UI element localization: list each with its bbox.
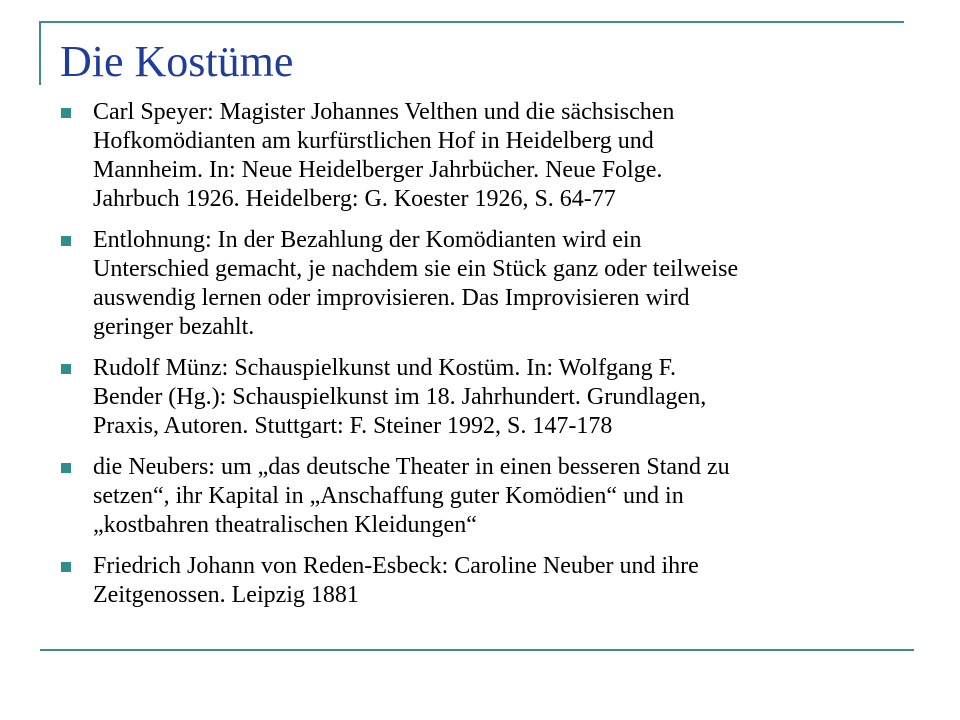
bullet-list <box>60 98 920 622</box>
square-bullet-icon <box>61 108 71 118</box>
bullet-text: Carl Speyer: Magister Johannes Velthen und die sächsischen Hofkomödianten am kurfürstlichen Hof in Heidelberg und Mannheim. In: Neue Heidelberger Jahrbücher. Neue Folge. Jahrbuch 1926. Heidelberg: G. Koester 1926, S. 64-77 <box>93 99 675 212</box>
bullet-text: Entlohnung: In der Bezahlung der Komödianten wird ein Unterschied gemacht, je nachdem sie ein Stück ganz oder teilweise auswendig lernen oder improvisieren. Das Improvisieren wird geringer bezahlt. <box>93 227 739 340</box>
bullet-item <box>60 552 920 610</box>
left-divider <box>39 21 41 85</box>
square-bullet-icon <box>61 562 71 572</box>
bullet-text: Rudolf Münz: Schauspielkunst und Kostüm. In: Wolfgang F. Bender (Hg.): Schauspielkunst im 18. Jahrhundert. Grundlagen, Praxis, Autoren. Stuttgart: F. Steiner 1992, S. 147-178 <box>93 355 707 439</box>
square-bullet-icon <box>61 236 71 246</box>
bullet-item <box>60 354 920 441</box>
bullet-item <box>60 453 920 540</box>
top-divider <box>40 21 904 23</box>
bullet-item <box>60 98 920 214</box>
bottom-divider <box>40 649 914 651</box>
bullet-text: Friedrich Johann von Reden-Esbeck: Caroline Neuber und ihre Zeitgenossen. Leipzig 1881 <box>93 553 699 608</box>
slide-title: Die Kostüme <box>60 37 294 86</box>
bullet-item <box>60 226 920 342</box>
square-bullet-icon <box>61 463 71 473</box>
bullet-text: die Neubers: um „das deutsche Theater in einen besseren Stand zu setzen“, ihr Kapital in „Anschaffung guter Komödien“ und in „kostbahren theatralischen Kleidungen“ <box>93 454 730 538</box>
square-bullet-icon <box>61 364 71 374</box>
